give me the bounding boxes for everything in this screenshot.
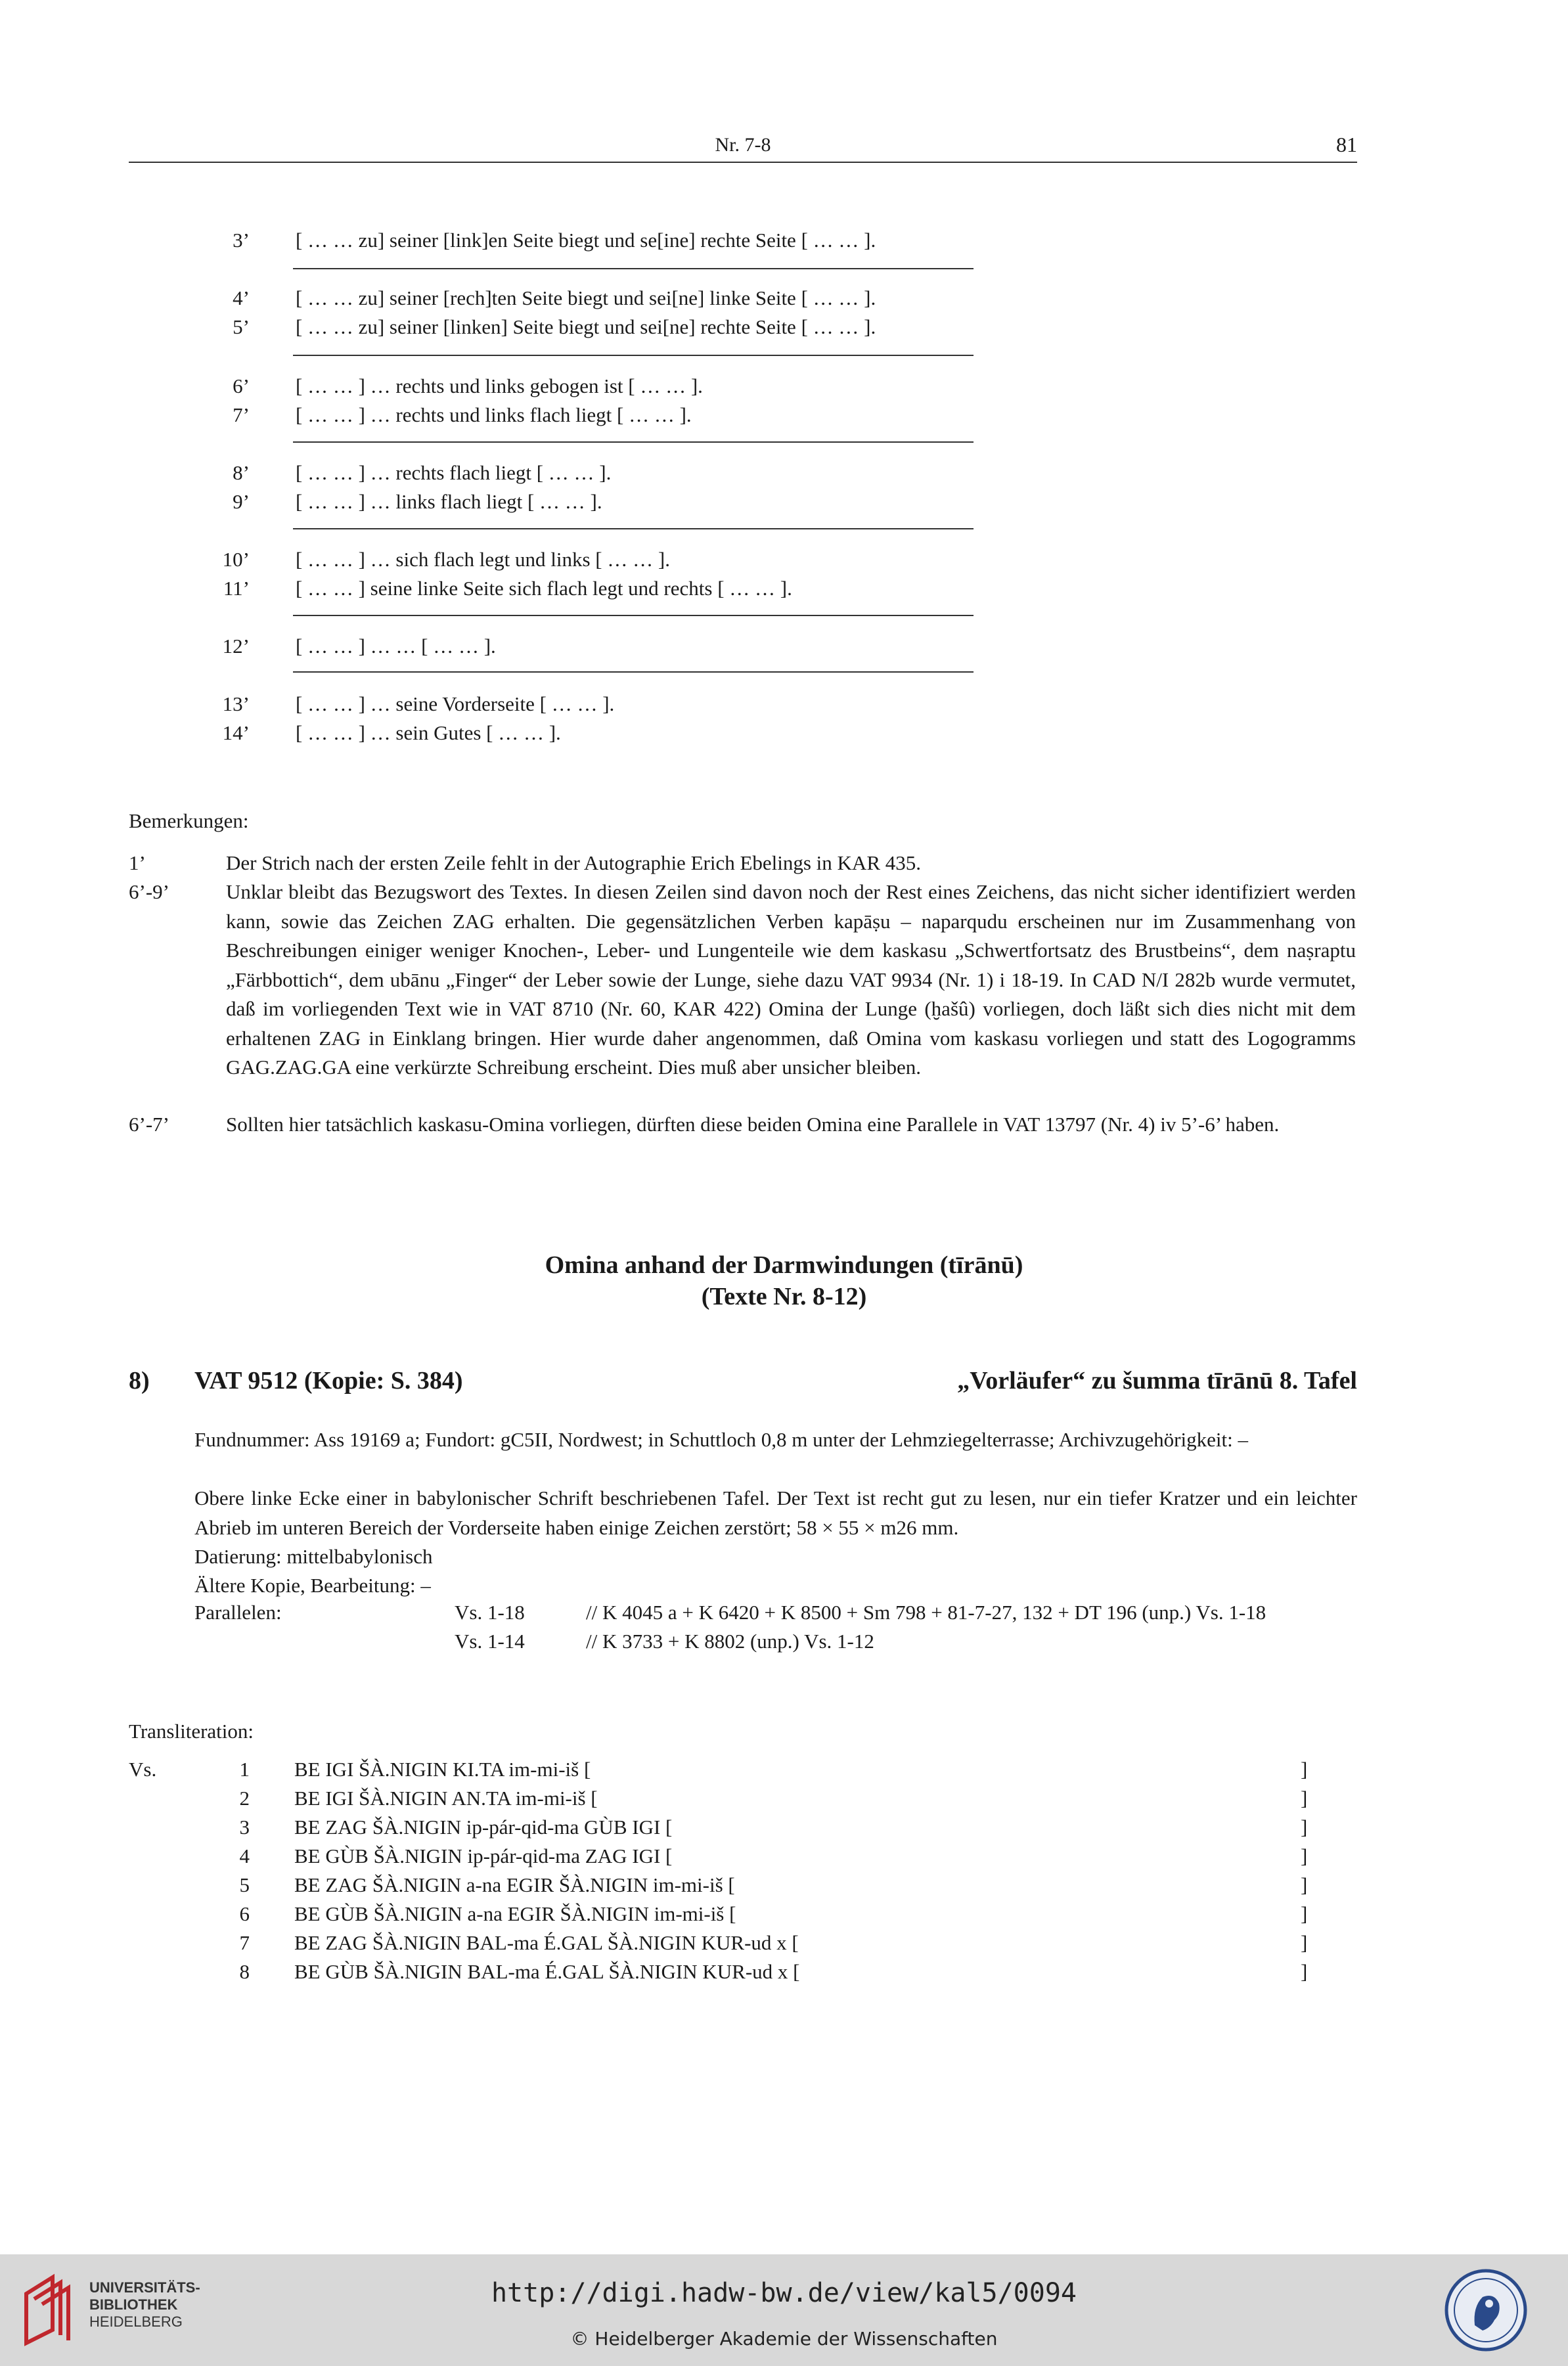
remark-text: Der Strich nach der ersten Zeile fehlt in der Autographie Erich Ebelings in KAR 435. [226,851,921,874]
entry-series: „Vorläufer“ zu šumma tīrānū 8. Tafel [957,1367,1357,1395]
tablet-side: Vs. [129,1758,157,1781]
page-number: 81 [1336,133,1357,156]
source-url-link[interactable]: http://digi.hadw-bw.de/view/kal5/0094 [491,2278,1077,2308]
copyright-notice: © Heidelberger Akademie der Wissenschaften [570,2328,998,2350]
section-rule [293,268,974,269]
section-rule [293,355,974,356]
tablet-description: Obere linke Ecke einer in babylonischer Schrift beschriebenen Tafel. Der Text ist recht gut zu lesen, nur ein tiefer Kratzer und ein leichter Abrieb im unteren Bereich der Vorderseite haben einige Zeichen zerstört; 58 × 55 × m26 mm. [194,1486,1357,1539]
remark-text: Sollten hier tatsächlich kaskasu-Omina vorliegen, dürften diese beiden Omina eine Parallele in VAT 13797 (Nr. 4) iv 5’-6’ haben. [226,1113,1280,1136]
parallel-range: Vs. 1-14 [455,1630,525,1653]
parallel-range: Vs. 1-18 [455,1601,525,1624]
remark-text: Unklar bleibt das Bezugswort des Textes. In diesen Zeilen sind davon noch der Rest eines Zeichens, das nicht sicher identifiziert werden kann, sowie das Zeichen ZAG erhalten. Die gegensätzlichen Verben kapāṣu – naparqudu erscheinen nur im Zusammenhang von Beschreibungen einiger weniger Knochen-, Leber- und Lungenteile wie dem kaskasu „Schwertfortsatz des Brustbeins“, dem naṣraptu „Färbbottich“, dem ubānu „Finger“ der Leber sowie der Lunge, siehe dazu VAT 9934 (Nr. 1) i 18-19. In CAD N/I 282b wurde vermutet, daß im vorliegenden Text wie in VAT 8710 (Nr. 60, KAR 422) Omina der Lunge (ḫašû) vorliegen, doch läßt sich dies nicht mit dem erhaltenen ZAG in Einklang bringen. Hier wurde daher angenommen, daß Omina vom kaskasu vorliegen und statt des Logogramms GAG.ZAG.GA eine verkürzte Schreibung erscheint. Dies muß aber unsicher bleiben. [226,880,1356,1079]
remarks-heading: Bemerkungen: [129,809,249,832]
footer-bar [0,2254,1568,2366]
parallel-ref: // K 3733 + K 8802 (unp.) Vs. 1-12 [586,1630,874,1653]
entry-title: VAT 9512 (Kopie: S. 384) [194,1367,463,1395]
section-rule [293,528,974,529]
remark-label: 1’ [129,851,146,874]
section-rule [293,615,974,616]
remark-label: 6’-9’ [129,880,169,903]
find-info: Fundnummer: Ass 19169 a; Fundort: gC5II, Nordwest; in Schuttloch 0,8 m unter der Lehmziegelterrasse; Archivzugehörigkeit: – [194,1428,1248,1451]
section-subheading: (Texte Nr. 8-12) [701,1283,867,1310]
parallels-label: Parallelen: [194,1601,282,1624]
library-name: UNIVERSITÄTS- BIBLIOTHEK HEIDELBERG [89,2279,200,2330]
document-page: Nr. 7-8 81 3’ [ … … zu] seiner [link]en Seite biegt und se[ine] rechte Seite [ … … ]. 4’ [ … … zu] seiner [rech]ten Seite biegt und sei[ne] linke Seite [ … … ]. 5’ [ … … zu] seiner [linken] Seite biegt und sei[ne] rechte Seite [ … … ]. 6’ [ … … ] … rechts und links gebogen ist [ … … ]. 7’ [ … … ] … rechts und links flach liegt [ … … ]. 8’ [ … … ] … rechts flach liegt [ … … ]. 9’ [ … … ] … links flach liegt [ … … ]. 10’ [ … … ] … sich flach legt und links [ … … ]. 11’ [ … … ] seine linke Seite sich flach legt und rechts [ … … ]. 12’ [ … … ] … … [ … … ]. 13’ [ … … ] … seine Vorderseite [ … … ]. 14’ [ … … ] … sein Gutes [ … … ]. Bemerkungen: 1’ Der Strich nach der ersten Zeile fehlt in der Autographie Erich Ebelings in KAR 435. 6’-9’ Unklar bleibt das Bezugswort des Textes. In diesen Zeilen sind davon noch der Rest eines Zeichens, das nicht sicher identifiziert werden kann, sowie das Zeichen ZAG erhalten. Die gegensätzlichen Verben kapāṣu – naparqudu erscheinen nur im Zusammenhang von Beschreibungen einiger weniger Knochen-, Leber- und Lungenteile wie dem kaskasu „Schwertfortsatz des Brustbeins“, dem naṣraptu „Färbbottich“, dem ubānu „Finger“ der Leber sowie der Lunge, siehe dazu VAT 9934 (Nr. 1) i 18-19. In CAD N/I 282b wurde vermutet, daß im vorliegenden Text wie in VAT 8710 (Nr. 60, KAR 422) Omina der Lunge (ḫašû) vorliegen, doch läßt sich dies nicht mit dem erhaltenen ZAG in Einklang bringen. Hier wurde daher angenommen, daß Omina vom kaskasu vorliegen und statt des Logogramms GAG.ZAG.GA eine verkürzte Schreibung erscheint. Dies muß aber unsicher bleiben. 6’-7’ Sollten hier tatsächlich kaskasu-Omina vorliegen, dürften diese beiden Omina eine Parallele in VAT 13797 (Nr. 4) iv 5’-6’ haben. Omina anhand der Darmwindungen (tīrānū) (Texte Nr. 8-12) 8) VAT 9512 (Kopie: S. 384) „Vorläufer“ zu šumma tīrānū 8. Tafel Fundnummer: Ass 19169 a; Fundort: gC5II, Nordwest; in Schuttloch 0,8 m unter der Lehmziegelterrasse; Archivzugehörigkeit: – Obere linke Ecke einer in babylonischer Schrift beschriebenen Tafel. Der Text ist recht gut zu lesen, nur ein tiefer Kratzer und ein leichter Abrieb im unteren Bereich der Vorderseite haben einige Zeichen zerstört; 58 × 55 × m26 mm. Datierung: mittelbabylonisch Ältere Kopie, Bearbeitung: – Parallelen: Vs. 1-18 // K 4045 a + K 6420 + K 8500 + Sm 798 + 81-7-27, 132 + DT 196 (unp.) Vs. 1-18 Vs. 1-14 // K 3733 + K 8802 (unp.) Vs. 1-12 Transliteration: Vs. 1 BE IGI ŠÀ.NIGIN KI.TA im-mi-iš [ ] 2 BE IGI ŠÀ.NIGIN AN.TA im-mi-iš [ ] 3 BE ZAG ŠÀ.NIGIN ip-pár-qid-ma GÙB IGI [ ] 4 BE GÙB ŠÀ.NIGIN ip-pár-qid-ma ZAG IGI [ ] 5 BE ZAG ŠÀ.NIGIN a-na EGIR ŠÀ.NIGIN im-mi-iš [ ] 6 BE GÙB ŠÀ.NIGIN a-na EGIR ŠÀ.NIGIN im-mi-iš [ ] 7 BE ZAG ŠÀ.NIGIN BAL-ma É.GAL ŠÀ.NIGIN KUR-ud x [ ] 8 BE GÙB ŠÀ.NIGIN BAL-ma É.GAL ŠÀ.NIGIN KUR-ud x [ ] UNIVERSITÄTS- BIBLIOTHEK HEIDELBERG http://digi.hadw-bw.de/view/kal5/0094 © Heidelberger Akademie der Wissenschaften [0,0,1568,2366]
older-copy: Ältere Kopie, Bearbeitung: – [194,1574,431,1597]
dating: Datierung: mittelbabylonisch [194,1545,433,1568]
transliteration-heading: Transliteration: [129,1720,254,1743]
section-rule [293,671,974,673]
academy-seal-icon [1443,2267,1529,2353]
parallel-ref: // K 4045 a + K 6420 + K 8500 + Sm 798 + 81-7-27, 132 + DT 196 (unp.) Vs. 1-18 [586,1601,1266,1624]
remark-label: 6’-7’ [129,1113,169,1136]
running-header [129,133,1357,163]
entry-number: 8) [129,1367,150,1395]
section-heading: Omina anhand der Darmwindungen (tīrānū) [545,1251,1023,1279]
running-header-title: Nr. 7-8 [715,134,771,156]
section-rule [293,441,974,443]
